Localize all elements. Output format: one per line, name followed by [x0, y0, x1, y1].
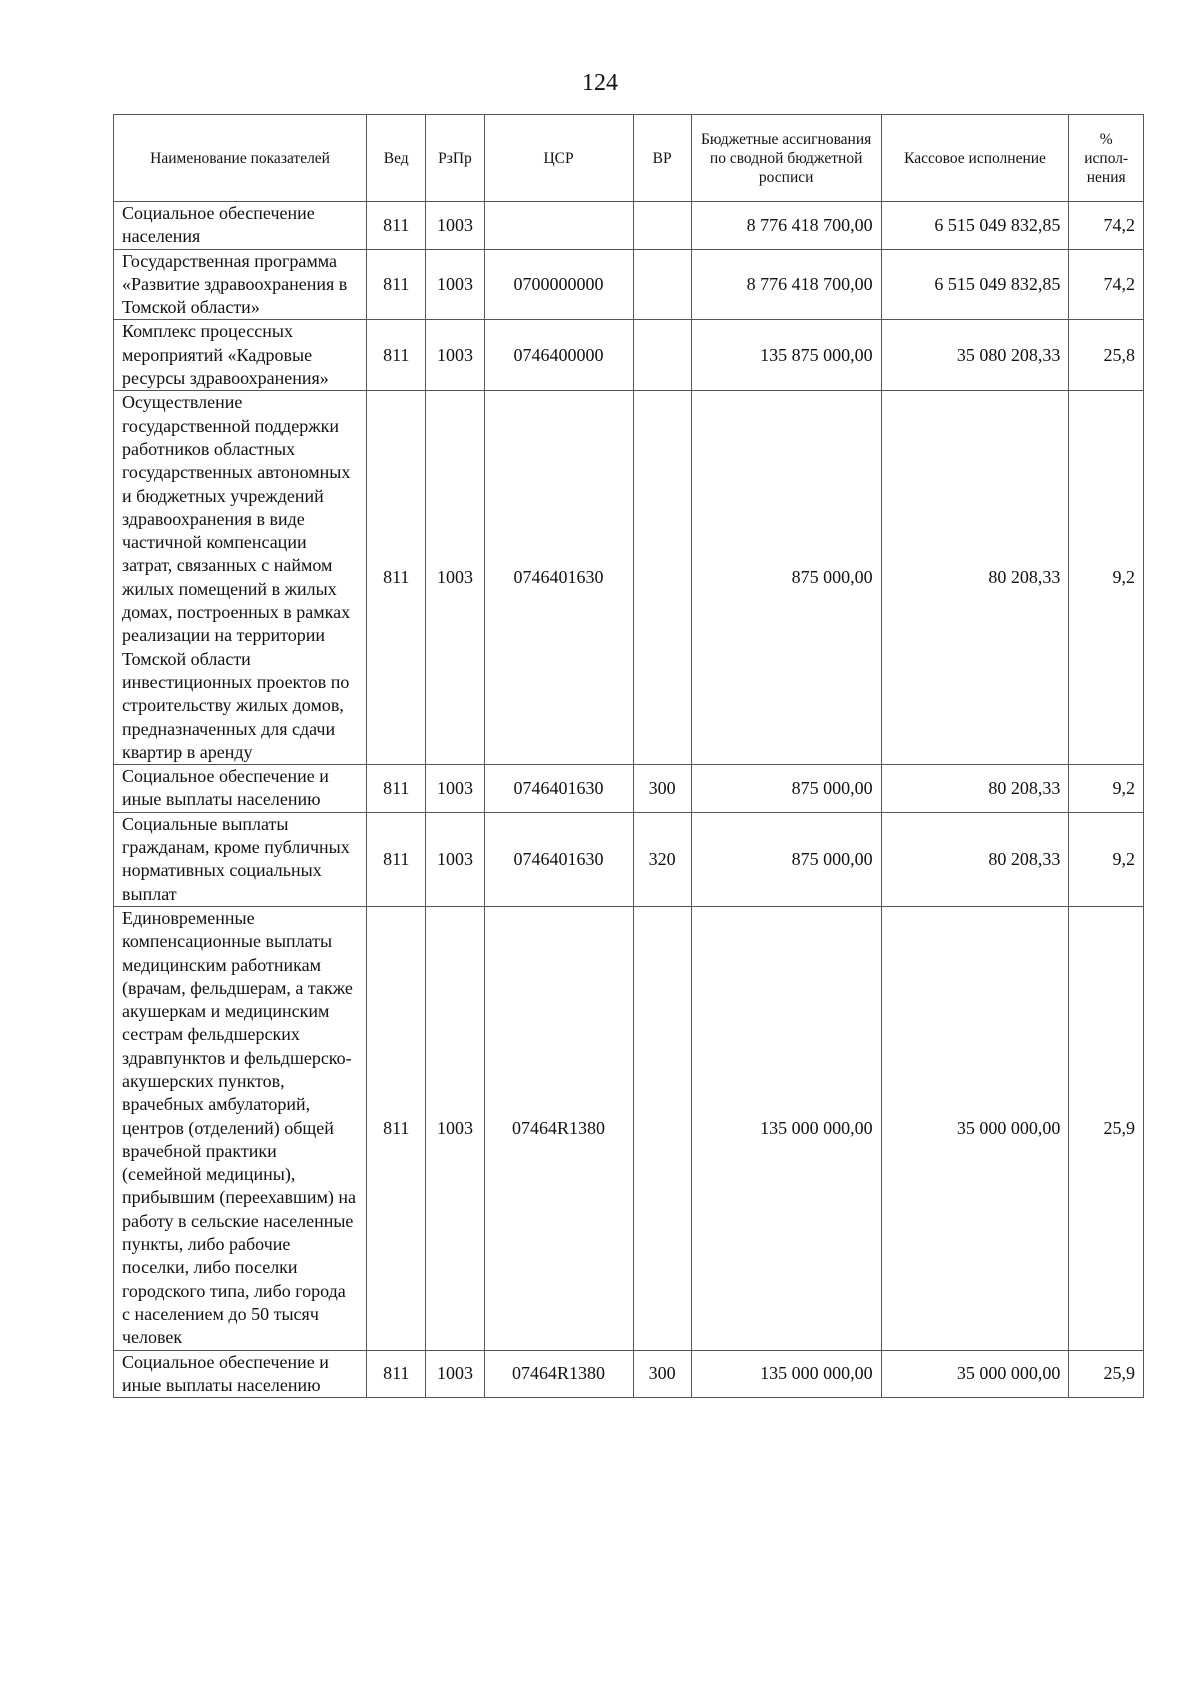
cell-csr: 0746401630: [484, 391, 633, 765]
cell-rzpr: 1003: [426, 249, 484, 320]
cell-vr: [633, 320, 691, 391]
cell-ved: 811: [367, 1350, 426, 1398]
table-row: [114, 1350, 1144, 1398]
cell-ved: 811: [367, 906, 426, 1350]
cell-csr: 07464R1380: [484, 1350, 633, 1398]
cell-ved: 811: [367, 249, 426, 320]
cell-cash: 35 000 000,00: [881, 1350, 1069, 1398]
cell-name: Осуществление государственной поддержки работников областных государственных автономных и бюджетных учреждений здравоохранения в виде частичной компенсации затрат, связанных с наймом жилых помещений в жилых домах, построенных в рамках реализации на территории Томской области инвестиционных проектов по строительству жилых домов, предназначенных для сдачи квартир в аренду: [114, 391, 367, 765]
cell-name: Социальные выплаты гражданам, кроме публичных нормативных социальных выплат: [114, 812, 367, 906]
cell-vr: [633, 249, 691, 320]
cell-cash: 80 208,33: [881, 812, 1069, 906]
cell-vr: [633, 906, 691, 1350]
cell-cash: 35 000 000,00: [881, 906, 1069, 1350]
cell-percent: 74,2: [1069, 249, 1144, 320]
header-vr: ВР: [633, 115, 691, 202]
cell-name: Единовременные компенсационные выплаты медицинским работникам (врачам, фельдшерам, а также акушеркам и медицинским сестрам фельдшерских здравпунктов и фельдшерско-акушерских пунктов, врачебных амбулаторий, центров (отделений) общей врачебной практики (семейной медицины), прибывшим (переехавшим) на работу в сельские населенные пункты, либо рабочие поселки, либо поселки городского типа, либо города с населением до 50 тысяч человек: [114, 906, 367, 1350]
cell-rzpr: 1003: [426, 906, 484, 1350]
cell-cash: 35 080 208,33: [881, 320, 1069, 391]
header-cash: Кассовое исполнение: [881, 115, 1069, 202]
table-row: [114, 202, 1144, 250]
table-row: [114, 812, 1144, 906]
cell-assignments: 875 000,00: [691, 391, 881, 765]
cell-rzpr: 1003: [426, 320, 484, 391]
cell-rzpr: 1003: [426, 202, 484, 250]
cell-assignments: 8 776 418 700,00: [691, 202, 881, 250]
cell-percent: 9,2: [1069, 391, 1144, 765]
cell-rzpr: 1003: [426, 391, 484, 765]
cell-csr: [484, 202, 633, 250]
header-name: Наименование показателей: [114, 115, 367, 202]
cell-ved: 811: [367, 202, 426, 250]
cell-name: Социальное обеспечение и иные выплаты населению: [114, 765, 367, 813]
table-row: [114, 320, 1144, 391]
cell-assignments: 875 000,00: [691, 765, 881, 813]
table-row: [114, 906, 1144, 1350]
page-number: 124: [582, 70, 618, 96]
cell-ved: 811: [367, 765, 426, 813]
header-percent: % испол-нения: [1069, 115, 1144, 202]
header-csr: ЦСР: [484, 115, 633, 202]
cell-ved: 811: [367, 391, 426, 765]
cell-vr: 300: [633, 765, 691, 813]
cell-percent: 9,2: [1069, 812, 1144, 906]
cell-vr: [633, 202, 691, 250]
cell-csr: 0746400000: [484, 320, 633, 391]
cell-vr: [633, 391, 691, 765]
cell-assignments: 8 776 418 700,00: [691, 249, 881, 320]
cell-rzpr: 1003: [426, 765, 484, 813]
cell-assignments: 875 000,00: [691, 812, 881, 906]
cell-csr: 0746401630: [484, 812, 633, 906]
budget-execution-table: [113, 114, 1144, 1398]
cell-assignments: 135 000 000,00: [691, 906, 881, 1350]
header-assignments: Бюджетные ассигнования по сводной бюджетной росписи: [691, 115, 881, 202]
table-row: [114, 391, 1144, 765]
cell-name: Комплекс процессных мероприятий «Кадровые ресурсы здравоохранения»: [114, 320, 367, 391]
cell-cash: 6 515 049 832,85: [881, 249, 1069, 320]
cell-cash: 80 208,33: [881, 765, 1069, 813]
cell-name: Социальное обеспечение и иные выплаты населению: [114, 1350, 367, 1398]
cell-csr: 07464R1380: [484, 906, 633, 1350]
header-ved: Вед: [367, 115, 426, 202]
table-row: [114, 249, 1144, 320]
cell-rzpr: 1003: [426, 1350, 484, 1398]
cell-ved: 811: [367, 812, 426, 906]
cell-percent: 9,2: [1069, 765, 1144, 813]
cell-percent: 25,8: [1069, 320, 1144, 391]
cell-vr: 300: [633, 1350, 691, 1398]
cell-percent: 25,9: [1069, 1350, 1144, 1398]
cell-cash: 6 515 049 832,85: [881, 202, 1069, 250]
cell-assignments: 135 000 000,00: [691, 1350, 881, 1398]
cell-name: Государственная программа «Развитие здравоохранения в Томской области»: [114, 249, 367, 320]
cell-cash: 80 208,33: [881, 391, 1069, 765]
cell-csr: 0700000000: [484, 249, 633, 320]
cell-ved: 811: [367, 320, 426, 391]
cell-rzpr: 1003: [426, 812, 484, 906]
cell-percent: 25,9: [1069, 906, 1144, 1350]
cell-name: Социальное обеспечение населения: [114, 202, 367, 250]
table-header-row: [114, 115, 1144, 202]
cell-vr: 320: [633, 812, 691, 906]
cell-assignments: 135 875 000,00: [691, 320, 881, 391]
table-row: [114, 765, 1144, 813]
cell-percent: 74,2: [1069, 202, 1144, 250]
header-rzpr: РзПр: [426, 115, 484, 202]
cell-csr: 0746401630: [484, 765, 633, 813]
